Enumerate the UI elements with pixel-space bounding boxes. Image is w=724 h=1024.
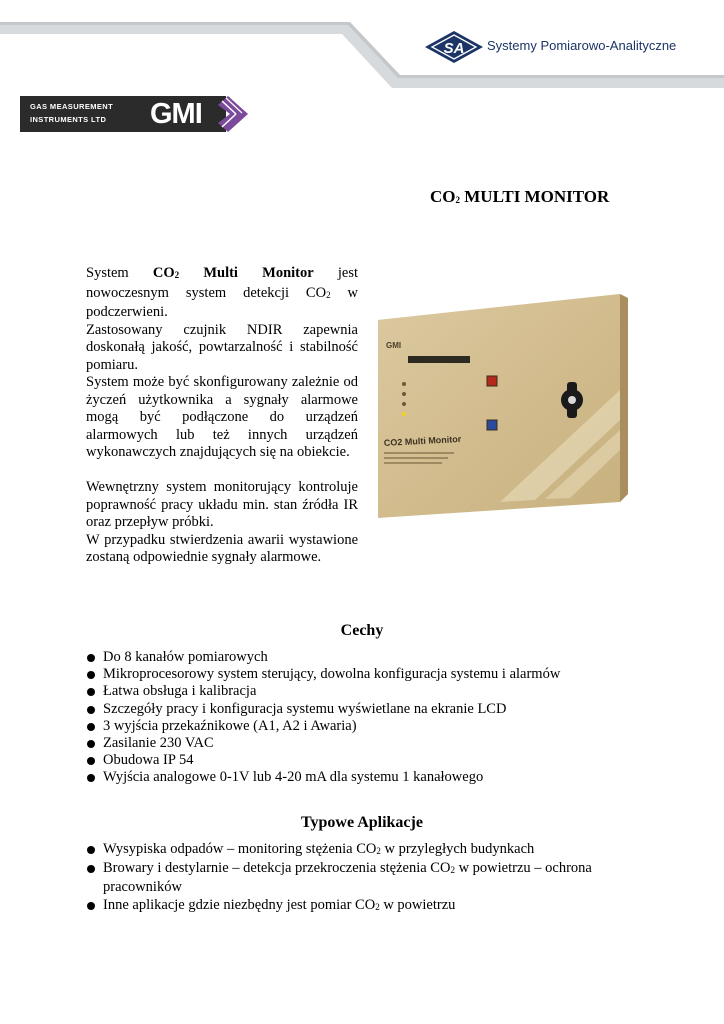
features-title: Cechy (340, 622, 384, 639)
svg-text:SA: SA (443, 40, 465, 57)
page-title: $CO_2$ MULTI MONITOR (430, 187, 610, 206)
intro-paragraph-2: Zastosowany czujnik NDIR zapewnia doskonałą jakość, powtarzalność i stabilność pomiaru. (86, 321, 358, 373)
device-image (370, 280, 632, 522)
device-name: CO2 Multi Monitor (383, 433, 462, 448)
applications-list (86, 841, 646, 916)
gmi-mark: GMI (150, 98, 202, 130)
device-lcd (408, 356, 470, 363)
gmi-line-1: GAS MEASUREMENT (30, 102, 114, 111)
list-item: Do 8 kanałów pomiarowych (86, 649, 646, 666)
intro-text (86, 265, 358, 567)
device-button-blue (487, 420, 497, 430)
list-item: Wysypiska odpadów – monitoring stężenia $CO_2$ w przyległych budynkach (86, 841, 646, 860)
device-led (402, 392, 406, 396)
intro-paragraph-3: System może być skonfigurowany zależnie od życzeń użytkownika a sygnały alarmowe mogą być podłączone do urządzeń alarmowych lub też innych urządzeń wykonawczych znajdujących się na obiekcie. (86, 374, 358, 460)
list-item: Inne aplikacje gdzie niezbędny jest pomiar $CO_2$ w powietrzu (86, 897, 646, 916)
list-item: 3 wyjścia przekaźnikowe (A1, A2 i Awaria) (86, 718, 646, 735)
device-led (402, 382, 406, 386)
company-logo-icon (424, 30, 484, 64)
list-item: Szczegóły pracy i konfiguracja systemu wyświetlane na ekranie LCD (86, 701, 646, 718)
company-name: Systemy Pomiarowo-Analityczne (487, 38, 677, 53)
list-item: Mikroprocesorowy system sterujący, dowolna konfiguracja systemu i alarmów (86, 666, 646, 683)
gmi-diamond-icon (214, 95, 250, 133)
device-led (402, 402, 406, 406)
list-item: Browary i destylarnie – detekcja przekroczenia stężenia $CO_2$ w powietrzu – ochrona pracowników (86, 860, 646, 896)
device-button-red (487, 376, 497, 386)
device-led (402, 412, 406, 416)
gmi-line-2: INSTRUMENTS LTD (30, 115, 107, 124)
list-item: Łatwa obsługa i kalibracja (86, 683, 646, 700)
list-item: Obudowa IP 54 (86, 752, 646, 769)
intro-paragraph-1: System $CO_2$ Multi Monitor jest nowoczesnym system detekcji $CO_2$ w podczerwieni. (86, 265, 359, 320)
applications-title: Typowe Aplikacje (301, 814, 423, 831)
device-brand: GMI (386, 341, 402, 350)
intro-paragraph-5: W przypadku stwierdzenia awarii wystawione zostaną odpowiednie sygnały alarmowe. (86, 531, 358, 565)
features-list (86, 649, 646, 787)
intro-paragraph-4: Wewnętrzny system monitorujący kontroluje poprawność pracy układu min. stan źródła IR oraz przepływ próbki. (86, 479, 358, 530)
list-item: Wyjścia analogowe 0-1V lub 4-20 mA dla systemu 1 kanałowego (86, 769, 646, 786)
list-item: Zasilanie 230 VAC (86, 735, 646, 752)
